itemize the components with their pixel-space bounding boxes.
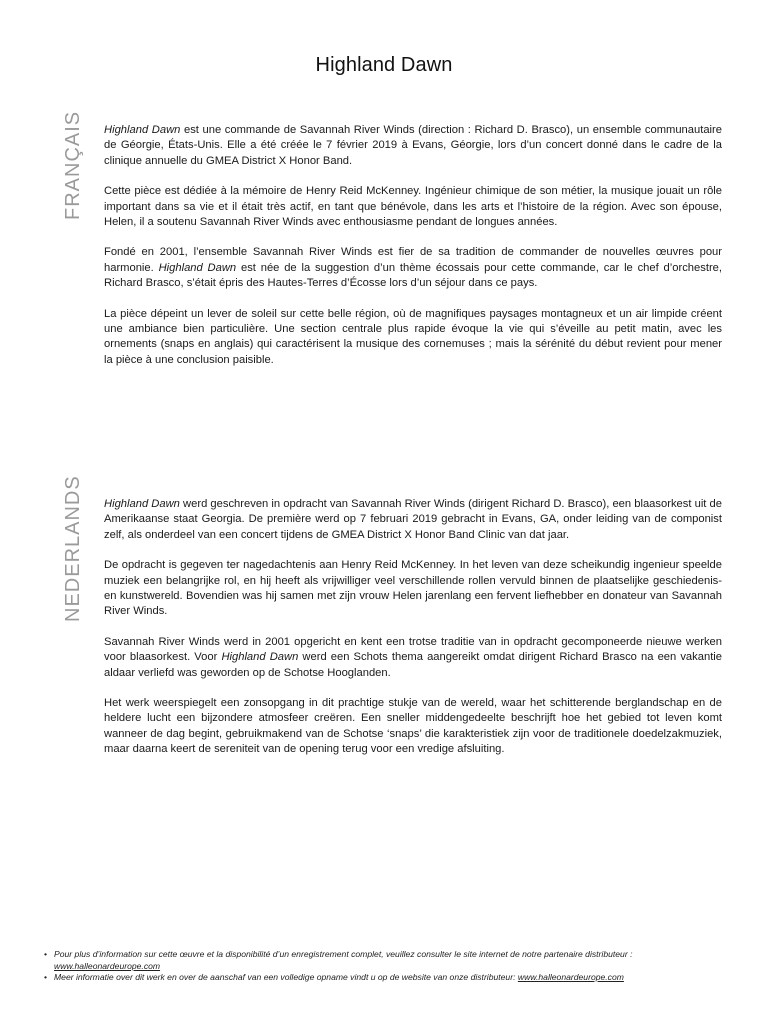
language-label-french: FRANÇAIS [62, 110, 84, 220]
work-title: Highland Dawn [158, 261, 237, 274]
paragraph-text: werd geschreven in opdracht van Savannah River Winds (dirigent Richard D. Brasco), een blaasorkest uit de Amerikaanse staat Georgia. De première werd op 7 februari 2019 gebracht in Evans, GA, onder leiding van de componist zelf, als onderdeel van een concert tijdens de GMEA District X Honor Band Clinic van dat jaar. [104, 498, 722, 541]
dutch-section [104, 497, 722, 773]
footnote-text: Meer informatie over dit werk en over de aanschaf van een volledige opname vindt u op de website van onze distributeur: [54, 972, 516, 982]
bullet: • [44, 949, 48, 959]
french-section [104, 123, 722, 383]
paragraph-text: La pièce dépeint un lever de soleil sur cette belle région, où de magnifiques paysages montagneux et un air limpide créent une ambiance bien particulière. Une section centrale plus rapide évoque la vie qui s’éveille au petit matin, avec les ornements (snaps en anglais) qui caractérisent la musique des cornemuses ; mais la sérénité du début revient pour mener la pièce à une conclusion paisible. [104, 307, 722, 366]
paragraph-text: werd een Schots thema aangereikt omdat dirigent Richard Brasco na een vakantie aldaar verliefd was geworden op de Schotse Hooglanden. [104, 651, 723, 679]
dutch-paragraph-1 [104, 497, 722, 543]
french-paragraph-2 [104, 184, 722, 230]
paragraph-text: Fondé en 2001, l’ensemble Savannah River Winds est fier de sa tradition de commander de nouvelles œuvres pour harmonie. [104, 246, 722, 274]
footnote-dutch [44, 972, 734, 984]
dutch-paragraph-4 [104, 696, 722, 758]
footnotes [44, 949, 734, 984]
paragraph-text: Cette pièce est dédiée à la mémoire de Henry Reid McKenney. Ingénieur chimique de son métier, la musique jouait un rôle important dans sa vie et il était très actif, en tant que bénévole, dans les arts et l’histoire de la région. Avec son épouse, Helen, il a soutenu Savannah River Winds avec enthousiasme pendant de longues années. [104, 185, 722, 229]
paragraph-text: De opdracht is gegeven ter nagedachtenis aan Henry Reid McKenney. In het leven van deze scheikundig ingenieur speelde muziek een belangrijke rol, en hij heeft als vrijwilliger veel verschillende rollen vervuld binnen de plaatselijke geschiedenis- en kunstwereld. Bovendien was hij samen met zijn vrouw Helen jarenlang een fervent liefhebber en donateur van Savannah River Winds. [104, 559, 722, 618]
footnote-text: Pour plus d’information sur cette œuvre et la disponibilité d’un enregistrement complet, veuillez consulter le site internet de notre partenaire distributeur : [54, 949, 633, 959]
french-paragraph-4 [104, 307, 722, 369]
paragraph-text: est une commande de Savannah River Winds (direction : Richard D. Brasco), un ensemble communautaire de Géorgie, États-Unis. Elle a été créée le 7 février 2019 à Evans, Géorgie, lors d’un concert donné dans le cadre de la clinique annuelle du GMEA District X Honor Band. [104, 124, 722, 167]
work-title: Highland Dawn [221, 651, 299, 664]
work-title: Highland Dawn [104, 124, 181, 136]
page-title: Highland Dawn [315, 54, 453, 76]
paragraph-text: Savannah River Winds werd in 2001 opgericht en kent een trotse traditie van in opdracht gecomponeerde nieuwe werken voor blaasorkest. Voor [104, 635, 722, 664]
paragraph-text: est née de la suggestion d’un thème écossais pour cette commande, car le chef d’orchestre, Richard Brasco, s’était épris des Hautes-Terres d’Écosse lors d’un séjour dans ce pays. [104, 261, 723, 290]
dutch-paragraph-3 [104, 635, 722, 681]
language-label-dutch: NEDERLANDS [62, 475, 84, 622]
french-paragraph-1 [104, 123, 722, 169]
work-title: Highland Dawn [104, 498, 180, 510]
distributor-link[interactable]: www.halleonardeurope.com [54, 960, 161, 971]
dutch-paragraph-2 [104, 558, 722, 620]
french-paragraph-3 [104, 245, 722, 291]
bullet: • [44, 972, 48, 982]
distributor-link[interactable]: www.halleonardeurope.com [517, 972, 624, 982]
paragraph-text: Het werk weerspiegelt een zonsopgang in dit prachtige stukje van de wereld, waar het schitterende berglandschap en de heldere lucht een bijzondere atmosfeer creëren. Een sneller middengedeelte beschrijft hoe het gebied tot leven komt wanneer de dag begint, gebruikmakend van de Schotse ‘snaps’ die karakteristiek zijn voor de traditionele doedelzakmuziek, maar daarna keert de sereniteit van de opening terug voor een vredige afsluiting. [104, 697, 722, 756]
footnote-french [44, 949, 734, 972]
